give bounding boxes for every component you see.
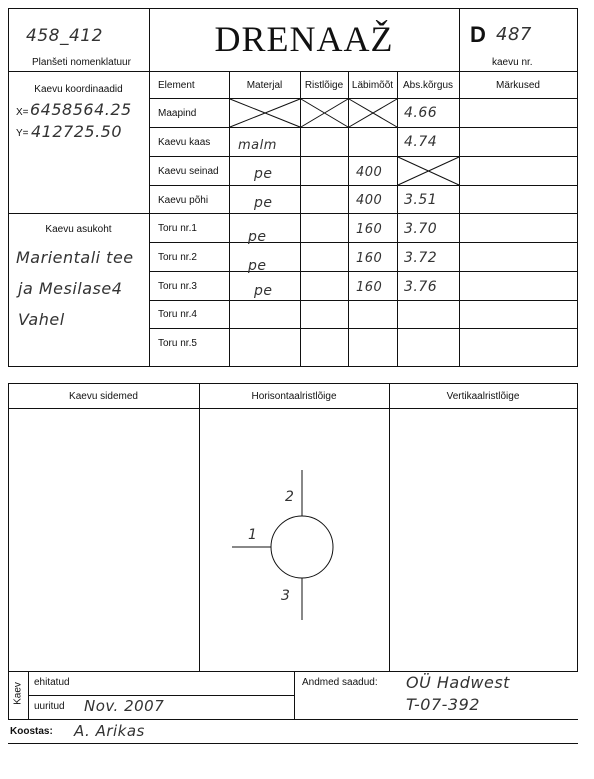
footer-side-label: Kaev	[12, 682, 24, 705]
row-elevation: 3.51	[404, 192, 438, 208]
col-header-section: Ristlõige	[304, 80, 344, 91]
row-diameter: 400	[356, 165, 383, 180]
row-element: Maapind	[158, 108, 197, 119]
pipe-label-1: 1	[248, 527, 258, 543]
author-name: A. Arikas	[74, 722, 145, 740]
row-material: malm	[238, 138, 277, 153]
crossed-cell-maapind-material	[230, 99, 300, 127]
row-material: pe	[248, 258, 267, 274]
well-label: kaevu nr.	[492, 57, 533, 68]
row-element: Toru nr.3	[158, 281, 197, 292]
data-source-company: OÜ Hadwest	[406, 673, 510, 692]
row-diameter: 160	[356, 280, 383, 295]
col-header-element: Element	[158, 80, 195, 91]
row-element: Kaevu põhi	[158, 195, 209, 206]
pipe-label-3: 3	[281, 588, 291, 604]
coordinates-label: Kaevu koordinaadid	[34, 84, 123, 95]
col-header-material: Materjal	[246, 80, 283, 91]
author-label: Koostas:	[10, 726, 53, 737]
surveyed-label: uuritud	[34, 701, 65, 712]
surveyed-date: Nov. 2007	[84, 697, 165, 715]
row-element: Toru nr.4	[158, 309, 197, 320]
location-line-1: Marientali tee	[16, 248, 134, 267]
x-prefix: X=	[16, 107, 29, 118]
row-element: Toru nr.1	[158, 223, 197, 234]
well-circle	[271, 516, 333, 578]
sheet-number: 458_412	[26, 26, 103, 46]
x-coordinate: 6458564.25	[30, 100, 132, 119]
crossed-cell-seinad-elevation	[398, 157, 459, 185]
location-label: Kaevu asukoht	[45, 224, 112, 235]
row-elevation: 4.74	[404, 134, 438, 150]
data-source-label: Andmed saadud:	[302, 677, 378, 688]
data-source-number: T-07-392	[406, 695, 480, 714]
row-element: Toru nr.2	[158, 252, 197, 263]
well-number: 487	[496, 24, 532, 45]
row-material: pe	[254, 166, 273, 182]
crossed-cell-maapind-diameter	[349, 99, 397, 127]
col-header-diameter: Läbimõõt	[351, 80, 394, 91]
row-material: pe	[254, 283, 273, 299]
row-material: pe	[254, 195, 273, 211]
vertical-section-header: Vertikaalristlõige	[446, 391, 520, 402]
sheet-label: Planšeti nomenklatuur	[32, 57, 131, 68]
well-prefix: D	[470, 22, 486, 47]
row-element: Kaevu kaas	[158, 137, 211, 148]
crossed-cell-maapind-section	[301, 99, 348, 127]
row-diameter: 400	[356, 193, 383, 208]
location-line-3: Vahel	[18, 310, 65, 329]
row-elevation: 3.70	[404, 221, 438, 237]
horizontal-section-header: Horisontaalristlõige	[251, 391, 337, 402]
col-header-notes: Märkused	[496, 80, 540, 91]
row-element: Toru nr.5	[158, 338, 197, 349]
y-prefix: Y=	[16, 128, 29, 139]
row-element: Kaevu seinad	[158, 166, 219, 177]
row-diameter: 160	[356, 222, 383, 237]
row-material: pe	[248, 229, 267, 245]
connections-header: Kaevu sidemed	[69, 391, 138, 402]
y-coordinate: 412725.50	[31, 122, 123, 141]
pipe-label-2: 2	[285, 489, 295, 505]
row-elevation: 3.72	[404, 250, 438, 266]
built-label: ehitatud	[34, 677, 70, 688]
page-title: DRENAAŽ	[214, 19, 394, 59]
row-elevation: 3.76	[404, 279, 438, 295]
row-diameter: 160	[356, 251, 383, 266]
location-line-2: ja Mesilase4	[18, 279, 123, 298]
col-header-elevation: Abs.kõrgus	[402, 80, 454, 91]
row-elevation: 4.66	[404, 105, 438, 121]
